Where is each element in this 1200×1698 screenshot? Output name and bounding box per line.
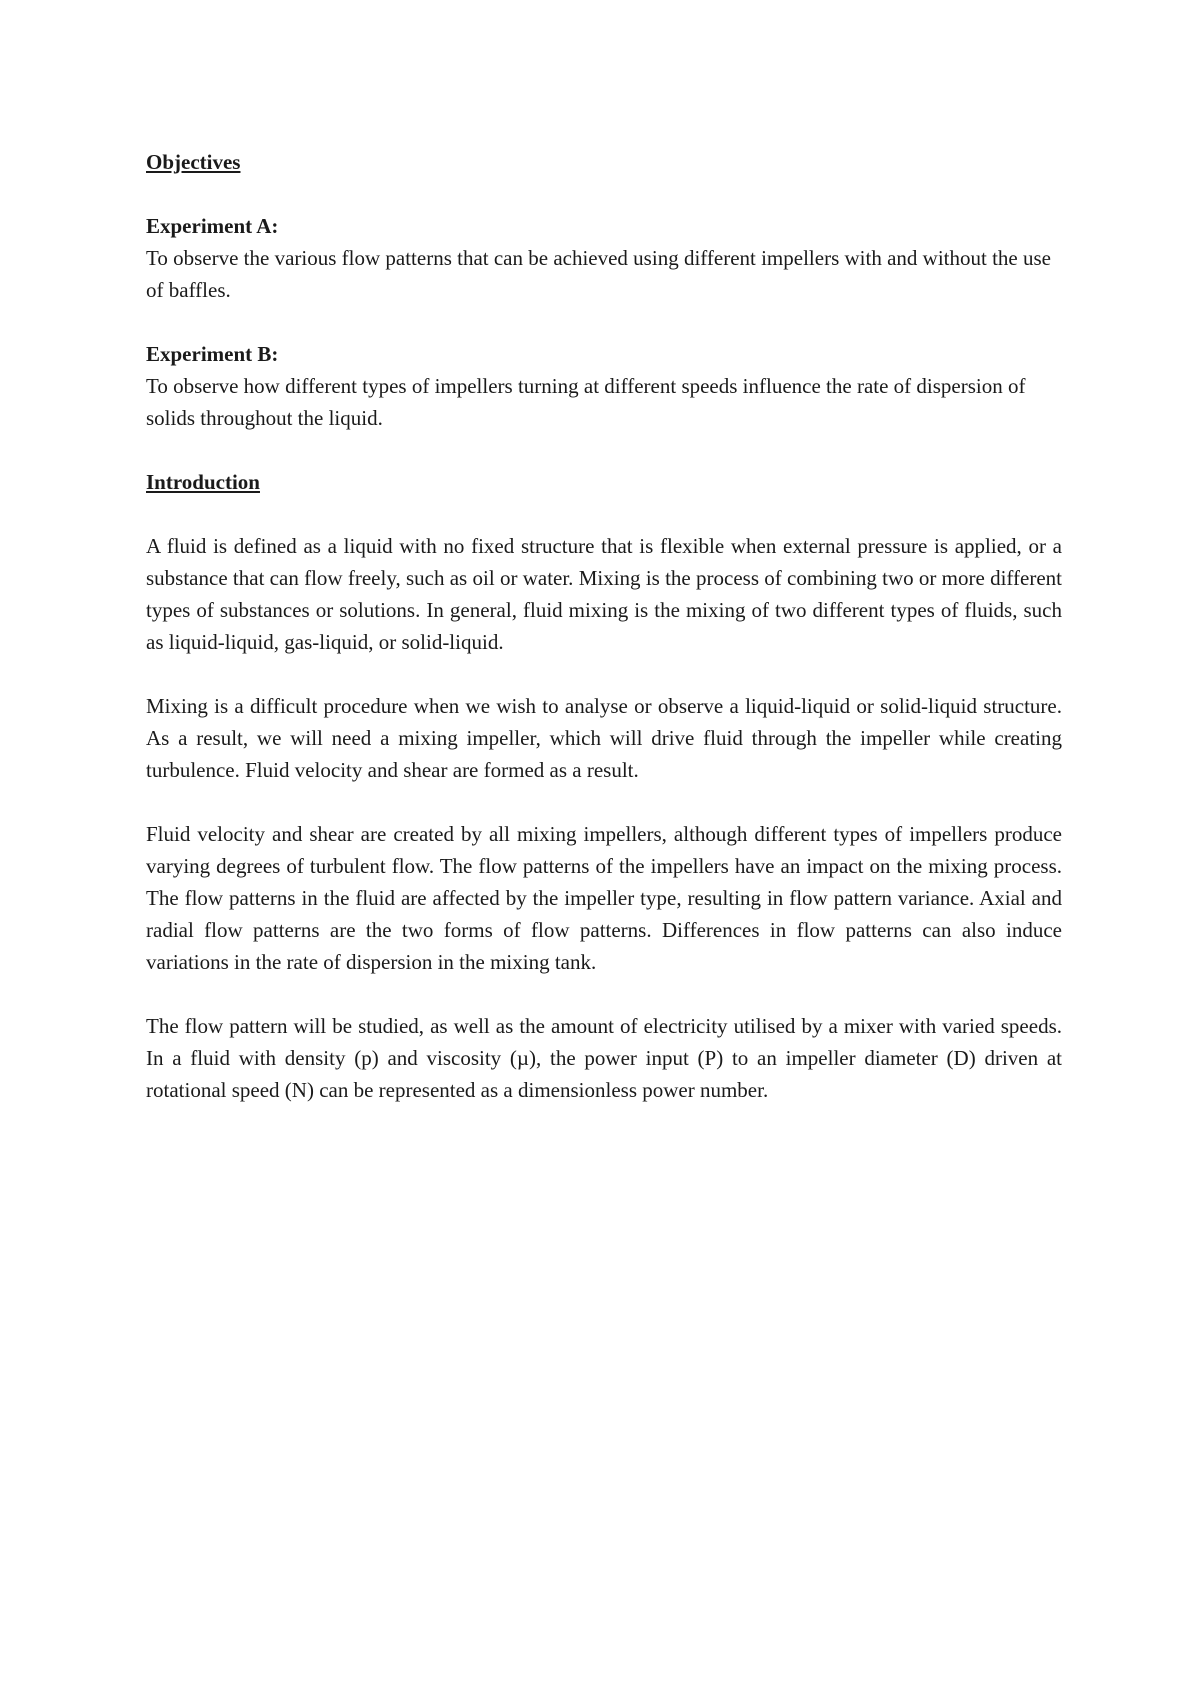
intro-paragraph-3: Fluid velocity and shear are created by all mixing impellers, although different types of impellers produce varying degrees of turbulent flow. The flow patterns of the impellers have an impact on the mixing process. The flow patterns in the fluid are affected by the impeller type, resulting in flow pattern variance. Axial and radial flow patterns are the two forms of flow patterns. Differences in flow patterns can also induce variations in the rate of dispersion in the mixing tank. — [146, 822, 1062, 974]
experiment-b-text: To observe how different types of impellers turning at different speeds influence the rate of dispersion of solids throughout the liquid. — [146, 374, 1026, 430]
experiment-a-title: Experiment A: — [146, 214, 279, 238]
experiment-a-section — [146, 210, 1062, 306]
document-page — [146, 146, 1062, 1106]
intro-paragraph-4: The flow pattern will be studied, as well as the amount of electricity utilised by a mixer with varied speeds. In a fluid with density (p) and viscosity (µ), the power input (P) to an impeller diameter (D) driven at rotational speed (N) can be represented as a dimensionless power number. — [146, 1014, 1062, 1102]
experiment-b-title: Experiment B: — [146, 342, 279, 366]
intro-paragraph-2: Mixing is a difficult procedure when we wish to analyse or observe a liquid-liquid or solid-liquid structure. As a result, we will need a mixing impeller, which will drive fluid through the impeller while creating turbulence. Fluid velocity and shear are formed as a result. — [146, 694, 1062, 782]
intro-paragraph-1: A fluid is defined as a liquid with no fixed structure that is flexible when external pressure is applied, or a substance that can flow freely, such as oil or water. Mixing is the process of combining two or more different types of substances or solutions. In general, fluid mixing is the mixing of two different types of fluids, such as liquid-liquid, gas-liquid, or solid-liquid. — [146, 534, 1062, 654]
introduction-heading: Introduction — [146, 470, 260, 494]
experiment-a-text: To observe the various flow patterns that can be achieved using different impellers with and without the use of baffles. — [146, 246, 1051, 302]
objectives-heading: Objectives — [146, 150, 241, 174]
experiment-b-section — [146, 338, 1062, 434]
